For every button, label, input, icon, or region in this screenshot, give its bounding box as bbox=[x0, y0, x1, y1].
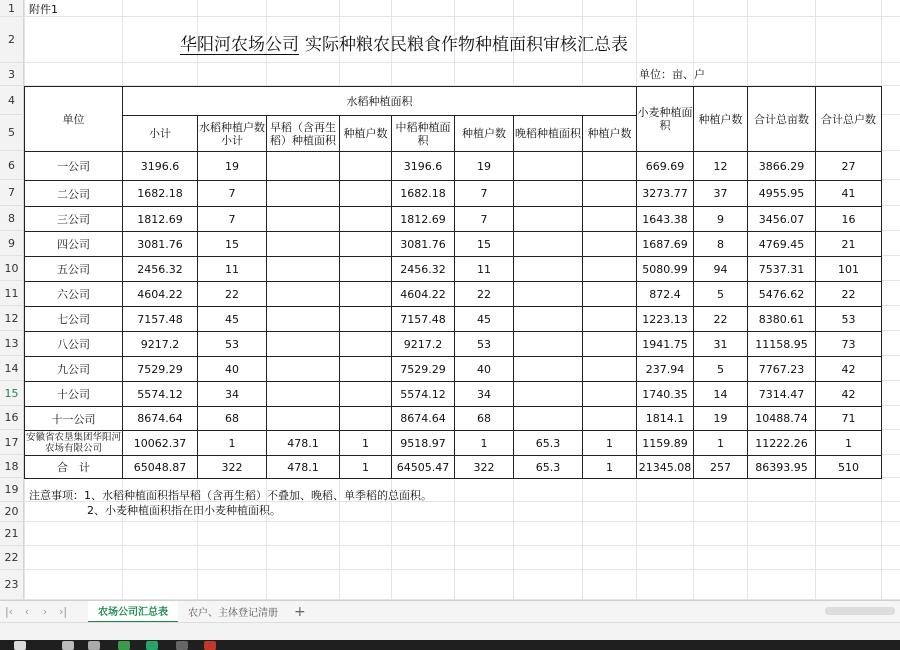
table-cell[interactable]: 65048.87 bbox=[122, 455, 197, 478]
table-row-label[interactable]: 十公司 bbox=[24, 381, 122, 406]
table-cell[interactable]: 5080.99 bbox=[636, 256, 693, 281]
table-cell[interactable] bbox=[582, 356, 636, 381]
table-cell[interactable]: 65.3 bbox=[513, 430, 582, 455]
table-cell[interactable] bbox=[266, 151, 339, 180]
table-row-label[interactable]: 五公司 bbox=[24, 256, 122, 281]
table-cell[interactable] bbox=[513, 381, 582, 406]
table-cell[interactable] bbox=[582, 180, 636, 206]
table-cell[interactable]: 1 bbox=[454, 430, 513, 455]
header-unit[interactable]: 单位 bbox=[24, 86, 122, 151]
row-header[interactable]: 7 bbox=[0, 180, 24, 206]
table-cell[interactable]: 11 bbox=[197, 256, 266, 281]
table-row-label[interactable]: 一公司 bbox=[24, 151, 122, 180]
table-cell[interactable]: 12 bbox=[693, 151, 747, 180]
search-icon[interactable] bbox=[62, 641, 74, 650]
table-cell[interactable]: 1 bbox=[693, 430, 747, 455]
table-cell[interactable]: 237.94 bbox=[636, 356, 693, 381]
table-cell[interactable] bbox=[339, 331, 391, 356]
wps-icon[interactable] bbox=[204, 641, 216, 650]
table-cell[interactable]: 10488.74 bbox=[747, 406, 815, 430]
table-cell[interactable]: 34 bbox=[454, 381, 513, 406]
header-rice-area[interactable]: 水稻种植面积 bbox=[122, 86, 636, 115]
table-cell[interactable]: 1740.35 bbox=[636, 381, 693, 406]
table-cell[interactable] bbox=[582, 231, 636, 256]
page-title[interactable] bbox=[180, 26, 628, 58]
header-households[interactable]: 种植户数 bbox=[339, 115, 391, 151]
table-cell[interactable] bbox=[513, 206, 582, 231]
header-late-rice[interactable]: 晚稻种植面积 bbox=[513, 115, 582, 151]
row-header[interactable]: 19 bbox=[0, 478, 24, 502]
table-cell[interactable] bbox=[266, 281, 339, 306]
table-cell[interactable]: 669.69 bbox=[636, 151, 693, 180]
table-cell[interactable]: 4769.45 bbox=[747, 231, 815, 256]
gridline bbox=[24, 545, 900, 546]
attachment-label[interactable]: 附件1 bbox=[29, 2, 58, 16]
table-cell[interactable]: 53 bbox=[815, 306, 881, 331]
header-households[interactable]: 种植户数 bbox=[693, 86, 747, 151]
row-header[interactable]: 10 bbox=[0, 256, 24, 281]
table-row-label[interactable]: 七公司 bbox=[24, 306, 122, 331]
table-cell[interactable]: 101 bbox=[815, 256, 881, 281]
table-row-label[interactable]: 九公司 bbox=[24, 356, 122, 381]
table-row-label[interactable]: 十一公司 bbox=[24, 406, 122, 430]
title-text: 实际种粮农民粮食作物种植面积审核汇总表 bbox=[305, 34, 628, 55]
table-cell[interactable] bbox=[582, 206, 636, 231]
table-cell[interactable]: 1687.69 bbox=[636, 231, 693, 256]
table-cell[interactable] bbox=[513, 281, 582, 306]
table-cell[interactable]: 11222.26 bbox=[747, 430, 815, 455]
table-cell[interactable]: 1 bbox=[339, 430, 391, 455]
table-cell[interactable] bbox=[339, 356, 391, 381]
table-cell[interactable]: 22 bbox=[197, 281, 266, 306]
table-cell[interactable]: 27 bbox=[815, 151, 881, 180]
table-cell[interactable]: 9 bbox=[693, 206, 747, 231]
table-cell[interactable] bbox=[513, 256, 582, 281]
table-cell[interactable]: 86393.95 bbox=[747, 455, 815, 478]
table-cell[interactable] bbox=[266, 356, 339, 381]
table-cell[interactable]: 7529.29 bbox=[122, 356, 197, 381]
table-cell[interactable]: 1 bbox=[582, 430, 636, 455]
header-households[interactable]: 种植户数 bbox=[454, 115, 513, 151]
table-cell[interactable] bbox=[582, 256, 636, 281]
table-cell[interactable]: 7157.48 bbox=[391, 306, 454, 331]
table-cell[interactable]: 14 bbox=[693, 381, 747, 406]
table-cell[interactable] bbox=[513, 356, 582, 381]
table-cell[interactable]: 4604.22 bbox=[391, 281, 454, 306]
table-border-right bbox=[881, 86, 882, 478]
row-header[interactable]: 17 bbox=[0, 430, 24, 455]
row-header[interactable]: 9 bbox=[0, 231, 24, 256]
table-cell[interactable]: 8380.61 bbox=[747, 306, 815, 331]
title-company: 华阳河农场公司 bbox=[180, 34, 299, 55]
row-header[interactable]: 3 bbox=[0, 63, 24, 86]
table-cell[interactable]: 9518.97 bbox=[391, 430, 454, 455]
table-cell[interactable] bbox=[266, 306, 339, 331]
table-cell[interactable]: 1 bbox=[197, 430, 266, 455]
header-rice-households[interactable]: 水稻种植户数小计 bbox=[197, 115, 266, 151]
task-view-icon[interactable] bbox=[88, 641, 100, 650]
table-cell[interactable]: 45 bbox=[454, 306, 513, 331]
prev-sheet-icon[interactable]: ‹ bbox=[24, 605, 30, 618]
tab-household-register[interactable]: 农户、主体登记清册 bbox=[188, 608, 278, 619]
header-households[interactable]: 种植户数 bbox=[582, 115, 636, 151]
app-icon[interactable] bbox=[118, 641, 130, 650]
table-cell[interactable]: 3081.76 bbox=[122, 231, 197, 256]
table-cell[interactable]: 53 bbox=[197, 331, 266, 356]
table-cell[interactable]: 3196.6 bbox=[391, 151, 454, 180]
table-cell[interactable] bbox=[339, 151, 391, 180]
table-cell[interactable] bbox=[582, 406, 636, 430]
table-cell[interactable]: 7767.23 bbox=[747, 356, 815, 381]
table-cell[interactable]: 22 bbox=[454, 281, 513, 306]
table-cell[interactable]: 19 bbox=[454, 151, 513, 180]
table-cell[interactable]: 15 bbox=[454, 231, 513, 256]
table-cell[interactable] bbox=[266, 206, 339, 231]
table-cell[interactable]: 22 bbox=[693, 306, 747, 331]
table-cell[interactable]: 41 bbox=[815, 180, 881, 206]
table-cell[interactable] bbox=[339, 381, 391, 406]
table-cell[interactable] bbox=[582, 151, 636, 180]
table-cell[interactable] bbox=[339, 180, 391, 206]
table-cell[interactable] bbox=[266, 231, 339, 256]
table-cell[interactable] bbox=[513, 406, 582, 430]
table-cell[interactable]: 11158.95 bbox=[747, 331, 815, 356]
table-cell[interactable]: 322 bbox=[197, 455, 266, 478]
row-header[interactable]: 1 bbox=[0, 0, 24, 17]
taskbar bbox=[0, 640, 900, 650]
row-header[interactable]: 23 bbox=[0, 570, 24, 600]
table-cell[interactable]: 1 bbox=[339, 455, 391, 478]
row-header[interactable]: 12 bbox=[0, 306, 24, 331]
app-icon[interactable] bbox=[176, 641, 188, 650]
table-cell[interactable]: 7157.48 bbox=[122, 306, 197, 331]
header-early-rice[interactable]: 早稻（含再生稻）种植面积 bbox=[266, 115, 339, 151]
table-cell[interactable]: 40 bbox=[454, 356, 513, 381]
table-cell[interactable] bbox=[339, 206, 391, 231]
table-cell[interactable]: 322 bbox=[454, 455, 513, 478]
table-cell[interactable]: 7 bbox=[197, 206, 266, 231]
table-row-label[interactable]: 三公司 bbox=[24, 206, 122, 231]
table-cell[interactable]: 45 bbox=[197, 306, 266, 331]
row-header[interactable]: 15 bbox=[0, 381, 24, 406]
table-cell[interactable]: 16 bbox=[815, 206, 881, 231]
row-header[interactable]: 21 bbox=[0, 522, 24, 546]
header-total-area[interactable]: 合计总亩数 bbox=[747, 86, 815, 151]
table-cell[interactable]: 3456.07 bbox=[747, 206, 815, 231]
table-row-label[interactable]: 八公司 bbox=[24, 331, 122, 356]
table-cell[interactable]: 8674.64 bbox=[122, 406, 197, 430]
row-header[interactable]: 22 bbox=[0, 546, 24, 570]
table-cell[interactable]: 1223.13 bbox=[636, 306, 693, 331]
table-cell[interactable] bbox=[339, 256, 391, 281]
row-header[interactable]: 4 bbox=[0, 86, 24, 115]
table-cell[interactable]: 5 bbox=[693, 356, 747, 381]
table-cell[interactable]: 40 bbox=[197, 356, 266, 381]
header-wheat-area[interactable]: 小麦种植面积 bbox=[636, 86, 693, 151]
table-cell[interactable] bbox=[513, 306, 582, 331]
table-cell[interactable]: 1941.75 bbox=[636, 331, 693, 356]
table-row-label[interactable]: 六公司 bbox=[24, 281, 122, 306]
table-cell[interactable]: 478.1 bbox=[266, 430, 339, 455]
gridline bbox=[24, 569, 900, 570]
table-cell[interactable] bbox=[513, 231, 582, 256]
unit-note[interactable]: 单位：亩、户 bbox=[639, 68, 705, 81]
table-cell[interactable]: 7314.47 bbox=[747, 381, 815, 406]
table-cell[interactable] bbox=[266, 180, 339, 206]
table-cell[interactable]: 21345.08 bbox=[636, 455, 693, 478]
table-cell[interactable] bbox=[339, 281, 391, 306]
header-subtotal[interactable]: 小计 bbox=[122, 115, 197, 151]
table-cell[interactable]: 1682.18 bbox=[391, 180, 454, 206]
tab-farm-summary[interactable]: 农场公司汇总表 bbox=[88, 601, 178, 623]
gridline bbox=[24, 16, 900, 17]
table-cell[interactable]: 71 bbox=[815, 406, 881, 430]
row-header[interactable]: 5 bbox=[0, 115, 24, 151]
wechat-icon[interactable] bbox=[146, 641, 158, 650]
table-cell[interactable]: 5574.12 bbox=[391, 381, 454, 406]
table-cell[interactable]: 42 bbox=[815, 356, 881, 381]
table-cell[interactable]: 1682.18 bbox=[122, 180, 197, 206]
gridline bbox=[24, 62, 900, 63]
header-total-households[interactable]: 合计总户数 bbox=[815, 86, 881, 151]
table-cell[interactable] bbox=[266, 331, 339, 356]
table-cell[interactable]: 3273.77 bbox=[636, 180, 693, 206]
row-header[interactable]: 13 bbox=[0, 331, 24, 356]
add-sheet-icon[interactable]: + bbox=[294, 603, 306, 620]
table-cell[interactable] bbox=[339, 406, 391, 430]
table-cell[interactable] bbox=[582, 281, 636, 306]
table-row-label[interactable]: 二公司 bbox=[24, 180, 122, 206]
table-cell[interactable]: 9217.2 bbox=[122, 331, 197, 356]
table-border-bottom bbox=[24, 478, 882, 479]
table-cell[interactable] bbox=[513, 331, 582, 356]
row-header[interactable]: 18 bbox=[0, 455, 24, 478]
table-cell[interactable]: 2456.32 bbox=[391, 256, 454, 281]
row-header[interactable]: 14 bbox=[0, 356, 24, 381]
table-cell[interactable]: 68 bbox=[197, 406, 266, 430]
table-cell[interactable] bbox=[513, 151, 582, 180]
table-cell[interactable]: 2456.32 bbox=[122, 256, 197, 281]
first-sheet-icon[interactable]: |‹ bbox=[4, 605, 14, 618]
row-header[interactable]: 11 bbox=[0, 281, 24, 306]
table-cell[interactable]: 10062.37 bbox=[122, 430, 197, 455]
table-cell[interactable]: 4955.95 bbox=[747, 180, 815, 206]
table-cell[interactable]: 257 bbox=[693, 455, 747, 478]
table-cell[interactable]: 1643.38 bbox=[636, 206, 693, 231]
horizontal-scrollbar[interactable] bbox=[825, 607, 895, 615]
table-cell[interactable] bbox=[582, 306, 636, 331]
table-cell[interactable]: 53 bbox=[454, 331, 513, 356]
table-cell[interactable] bbox=[582, 331, 636, 356]
next-sheet-icon[interactable]: › bbox=[42, 605, 48, 618]
last-sheet-icon[interactable]: ›| bbox=[58, 605, 68, 618]
table-row-label[interactable]: 安徽省农垦集团华阳河农场有限公司 bbox=[25, 432, 121, 454]
row-header[interactable]: 6 bbox=[0, 151, 24, 180]
table-cell[interactable]: 478.1 bbox=[266, 455, 339, 478]
table-cell[interactable]: 1812.69 bbox=[391, 206, 454, 231]
table-cell[interactable] bbox=[513, 180, 582, 206]
table-cell[interactable]: 7 bbox=[454, 180, 513, 206]
table-cell[interactable]: 1812.69 bbox=[122, 206, 197, 231]
table-cell[interactable]: 37 bbox=[693, 180, 747, 206]
table-cell[interactable]: 21 bbox=[815, 231, 881, 256]
table-cell[interactable]: 3866.29 bbox=[747, 151, 815, 180]
table-cell[interactable]: 1 bbox=[582, 455, 636, 478]
table-cell[interactable] bbox=[266, 256, 339, 281]
table-cell[interactable]: 11 bbox=[454, 256, 513, 281]
table-cell[interactable]: 31 bbox=[693, 331, 747, 356]
table-cell[interactable]: 5 bbox=[693, 281, 747, 306]
table-cell[interactable]: 19 bbox=[693, 406, 747, 430]
table-cell[interactable]: 5476.62 bbox=[747, 281, 815, 306]
table-cell[interactable]: 5574.12 bbox=[122, 381, 197, 406]
table-cell[interactable]: 510 bbox=[815, 455, 881, 478]
table-row-label[interactable]: 合 计 bbox=[24, 455, 122, 478]
table-cell[interactable]: 64505.47 bbox=[391, 455, 454, 478]
windows-start-icon[interactable] bbox=[14, 641, 26, 650]
row-header[interactable]: 16 bbox=[0, 406, 24, 430]
table-cell[interactable]: 15 bbox=[197, 231, 266, 256]
table-cell[interactable] bbox=[582, 381, 636, 406]
table-cell[interactable]: 1 bbox=[815, 430, 881, 455]
row-header[interactable]: 2 bbox=[0, 17, 24, 63]
table-cell[interactable] bbox=[266, 381, 339, 406]
sheet-tab-bar bbox=[0, 600, 900, 622]
status-bar bbox=[0, 622, 900, 640]
table-cell[interactable]: 7 bbox=[197, 180, 266, 206]
table-cell[interactable]: 42 bbox=[815, 381, 881, 406]
table-cell[interactable]: 1159.89 bbox=[636, 430, 693, 455]
table-cell[interactable]: 8674.64 bbox=[391, 406, 454, 430]
table-cell[interactable]: 7529.29 bbox=[391, 356, 454, 381]
table-cell[interactable]: 7537.31 bbox=[747, 256, 815, 281]
table-cell[interactable]: 872.4 bbox=[636, 281, 693, 306]
table-cell[interactable]: 4604.22 bbox=[122, 281, 197, 306]
table-cell[interactable]: 34 bbox=[197, 381, 266, 406]
table-cell[interactable]: 73 bbox=[815, 331, 881, 356]
header-mid-rice[interactable]: 中稻种植面积 bbox=[391, 115, 454, 151]
table-cell[interactable]: 7 bbox=[454, 206, 513, 231]
table-cell[interactable]: 3081.76 bbox=[391, 231, 454, 256]
gridline bbox=[24, 521, 900, 522]
row-header[interactable]: 20 bbox=[0, 502, 24, 522]
table-cell[interactable]: 1814.1 bbox=[636, 406, 693, 430]
table-cell[interactable] bbox=[266, 406, 339, 430]
table-cell[interactable]: 94 bbox=[693, 256, 747, 281]
table-row-label[interactable]: 四公司 bbox=[24, 231, 122, 256]
table-cell[interactable]: 3196.6 bbox=[122, 151, 197, 180]
table-cell[interactable]: 19 bbox=[197, 151, 266, 180]
table-cell[interactable]: 68 bbox=[454, 406, 513, 430]
table-cell[interactable]: 22 bbox=[815, 281, 881, 306]
note-line-2[interactable]: 2、小麦种植面积指在田小麦种植面积。 bbox=[87, 504, 281, 517]
table-cell[interactable]: 8 bbox=[693, 231, 747, 256]
row-header[interactable]: 8 bbox=[0, 206, 24, 231]
table-cell[interactable] bbox=[339, 231, 391, 256]
note-line-1[interactable]: 注意事项：1、水稻种植面积指早稻（含再生稻）不叠加、晚稻、单季稻的总面积。 bbox=[29, 489, 432, 502]
table-cell[interactable]: 65.3 bbox=[513, 455, 582, 478]
table-cell[interactable]: 9217.2 bbox=[391, 331, 454, 356]
table-cell[interactable] bbox=[339, 306, 391, 331]
